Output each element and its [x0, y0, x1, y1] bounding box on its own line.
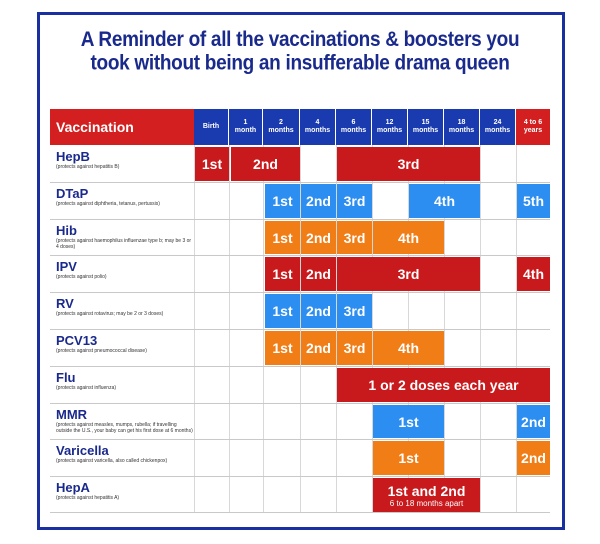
hib-dose-2: 2nd: [301, 221, 336, 254]
gridline: [50, 403, 550, 404]
rv-dose-3: 3rd: [337, 294, 372, 328]
pcv13-dose-3: 3rd: [337, 331, 372, 365]
varicella-dose-2: 2nd: [517, 441, 550, 475]
row-mmr: MMR (protects against measles, mumps, rubella; if travelling outside the U.S., your baby can get his first dose at 6 months): [56, 407, 193, 434]
row-rv: RV (protects against rotavirus; may be 2 or 3 doses): [56, 296, 164, 317]
header-col-2-months: 2 months: [263, 109, 300, 145]
mmr-dose-2: 2nd: [517, 405, 550, 438]
pcv13-dose-4: 4th: [373, 331, 444, 365]
gridline: [50, 476, 550, 477]
header-col-12-months: 12 months: [372, 109, 408, 145]
hepa-dose-interval: 6 to 18 months apart: [389, 498, 464, 508]
row-ipv: IPV (protects against polio): [56, 259, 107, 280]
header-col-15-months: 15 months: [408, 109, 444, 145]
row-hib: Hib (protects against haemophilus influenzae type b; may be 3 or 4 doses): [56, 223, 192, 250]
title-line-2: took without being an insufferable drama queen: [90, 51, 510, 76]
row-hepa: HepA (protects against hepatitis A): [56, 480, 120, 501]
header-col-1-month: 1 month: [229, 109, 263, 145]
row-dtap: DTaP (protects against diphtheria, tetanus, pertussis): [56, 186, 160, 207]
ipv-dose-1: 1st: [265, 257, 300, 291]
vaccination-schedule-table: [50, 109, 550, 513]
gridline: [50, 366, 550, 367]
hepb-dose-1: 1st: [195, 147, 229, 181]
rv-dose-2: 2nd: [301, 294, 336, 328]
flu-doses: 1 or 2 doses each year: [337, 368, 550, 402]
header-col-4-to-6-years: 4 to 6 years: [516, 109, 550, 145]
row-hepb: HepB (protects against hepatitis B): [56, 149, 120, 170]
hib-dose-3: 3rd: [337, 221, 372, 254]
hepb-dose-2: 2nd: [231, 147, 300, 181]
hepa-doses: [373, 478, 480, 512]
hib-dose-4: 4th: [373, 221, 444, 254]
header-vaccination: Vaccination: [50, 109, 194, 145]
mmr-dose-1: 1st: [373, 405, 444, 438]
dtap-dose-5: 5th: [517, 184, 550, 218]
dtap-dose-1: 1st: [265, 184, 300, 218]
header-col-birth: Birth: [194, 109, 229, 145]
header-col-4-months: 4 months: [300, 109, 336, 145]
dtap-dose-3: 3rd: [337, 184, 372, 218]
page-title: [50, 28, 550, 75]
header-col-18-months: 18 months: [444, 109, 480, 145]
pcv13-dose-1: 1st: [265, 331, 300, 365]
pcv13-dose-2: 2nd: [301, 331, 336, 365]
hepb-dose-3: 3rd: [337, 147, 480, 181]
header-col-24-months: 24 months: [480, 109, 516, 145]
gridline: [50, 219, 550, 220]
gridline: [50, 292, 550, 293]
row-flu: Flu (protects against influenza): [56, 370, 117, 391]
gridline: [50, 329, 550, 330]
row-pcv13: PCV13 (protects against pneumococcal disease): [56, 333, 147, 354]
rv-dose-1: 1st: [265, 294, 300, 328]
gridline: [50, 182, 550, 183]
ipv-dose-4: 4th: [517, 257, 550, 291]
hepa-dose-label: 1st and 2nd: [387, 482, 466, 499]
header-col-6-months: 6 months: [336, 109, 372, 145]
ipv-dose-2: 2nd: [301, 257, 336, 291]
varicella-dose-1: 1st: [373, 441, 444, 475]
row-varicella: Varicella (protects against varicella, also called chickenpox): [56, 443, 168, 464]
title-line-1: A Reminder of all the vaccinations & boosters you: [80, 28, 520, 52]
hib-dose-1: 1st: [265, 221, 300, 254]
ipv-dose-3: 3rd: [337, 257, 480, 291]
dtap-dose-2: 2nd: [301, 184, 336, 218]
dtap-dose-4: 4th: [409, 184, 480, 218]
